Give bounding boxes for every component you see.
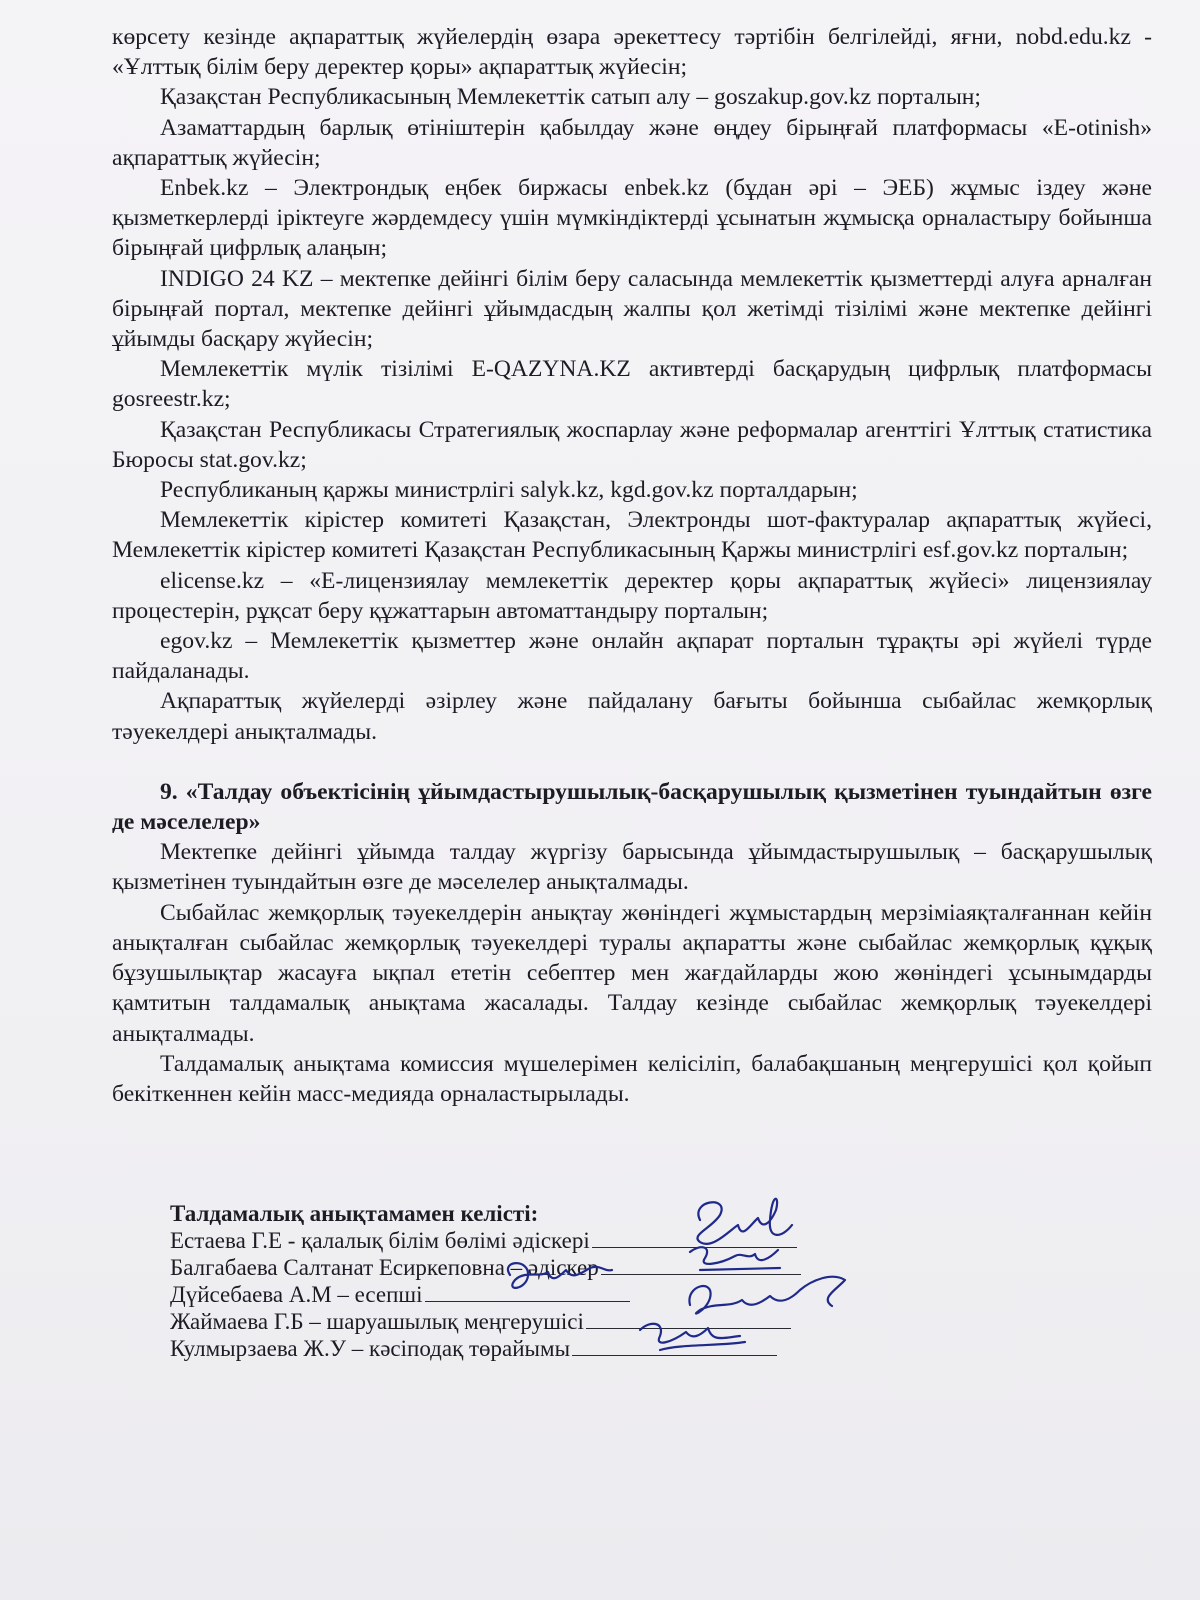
signer-name: Дүйсебаева А.М – есепші — [170, 1282, 423, 1307]
paragraph: көрсету кезінде ақпараттық жүйелердің өзара әрекеттесу тәртібін белгілейді, яғни, nobd.edu.kz - «Ұлттық білім беру деректер қоры» ақпараттық жүйесін; — [112, 24, 1152, 81]
signer-name: Естаева Г.Е - қалалық білім бөлімі әдіскері — [170, 1228, 590, 1253]
signer-row — [170, 1335, 890, 1362]
paragraph: Талдамалық анықтама комиссия мүшелерімен келісіліп, балабақшаның меңгерушісі қол қойып бекіткеннен кейін масс-медияда орналастырылады. — [112, 1050, 1152, 1107]
section-heading: 9. «Талдау объектісінің ұйымдастырушылық-басқарушылық қызметінен туындайтын өзге де мәселелер» — [112, 778, 1152, 836]
paragraph: elicense.kz – «Е-лицензиялау мемлекеттік деректер қоры ақпараттық жүйесі» лицензиялау процестерін, рұқсат беру құжаттарын автоматтандыру порталын; — [112, 567, 1152, 624]
signer-name: Кулмырзаева Ж.У – кәсіподақ төрайымы — [170, 1336, 571, 1361]
signature-line — [601, 1256, 801, 1275]
signature-line — [572, 1337, 777, 1356]
signer-name: Балгабаева Салтанат Есиркеповна – әдіскер — [170, 1255, 599, 1280]
paragraph: Қазақстан Республикасы Стратегиялық жоспарлау және реформалар агенттігі Ұлттық статистика Бюросы stat.gov.kz; — [112, 416, 1152, 473]
signer-row — [170, 1281, 890, 1308]
paragraph: Мектепке дейінгі ұйымда талдау жүргізу барысында ұйымдастырушылық – басқарушылық қызметінен туындайтын өзге де мәселелер анықталмады. — [112, 839, 1152, 896]
paragraph: Республиканың қаржы министрлігі salyk.kz, kgd.gov.kz порталдарын; — [160, 477, 858, 504]
paragraph: Азаматтардың барлық өтініштерін қабылдау және өңдеу бірыңғай платформасы «E-otinish» ақпараттық жүйесін; — [112, 114, 1152, 171]
paragraph: Enbek.kz – Электрондық еңбек биржасы enbek.kz (бұдан әрі – ЭЕБ) жұмыс іздеу және қызметкерлерді іріктеуге жәрдемдесу үшін мүмкіндіктерді ұсынатын жұмысқа орналастыру бойынша бірыңғай цифрлық алаңын; — [112, 175, 1152, 262]
signature-line — [586, 1310, 791, 1329]
paragraph: Қазақстан Республикасының Мемлекеттік сатып алу – goszakup.gov.kz порталын; — [160, 84, 981, 111]
approval-title: Талдамалық анықтамамен келісті: — [170, 1201, 539, 1226]
approval-block — [170, 1200, 890, 1362]
paragraph: egov.kz – Мемлекеттік қызметтер және онлайн ақпарат порталын тұрақты әрі жүйелі түрде пайдаланады. — [112, 628, 1152, 685]
paragraph: INDIGO 24 KZ – мектепке дейінгі білім беру саласында мемлекеттік қызметтерді алуға арналған бірыңғай портал, мектепке дейінгі ұйымдасдың жалпы қол жетімді тізілімі және мектепке дейінгі ұйымды басқару жүйесін; — [112, 265, 1152, 353]
paragraph: Сыбайлас жемқорлық тәуекелдерін анықтау жөніндегі жұмыстардың мерзіміаяқталғаннан кейін анықталған сыбайлас жемқорлық тәуекелдері туралы ақпаратты және сыбайлас жемқорлық құқық бұзушылықтар жасауға ықпал ететін себептер мен жағдайларды жою жөніндегі ұсынымдарды қамтитын талдамалық анықтама жасалады. Талдау кезінде сыбайлас жемқорлық тәуекелдері анықталмады. — [112, 899, 1152, 1047]
signer-name: Жаймаева Г.Б – шаруашылық меңгерушісі — [170, 1309, 584, 1334]
signer-row — [170, 1254, 890, 1281]
paragraph: Ақпараттық жүйелерді әзірлеу және пайдалану бағыты бойынша сыбайлас жемқорлық тәуекелдері анықталмады. — [112, 688, 1152, 745]
signer-row — [170, 1227, 890, 1254]
signature-line — [592, 1229, 797, 1248]
document-body — [112, 22, 1152, 1109]
signature-line — [425, 1283, 630, 1302]
signer-row — [170, 1308, 890, 1335]
paragraph: Мемлекеттік мүлік тізілімі E-QAZYNA.KZ активтерді басқарудың цифрлық платформасы gosreestr.kz; — [112, 356, 1152, 413]
paragraph: Мемлекеттік кірістер комитеті Қазақстан, Электронды шот-фактуралар ақпараттық жүйесі, Мемлекеттік кірістер комитеті Қазақстан Республикасының Қаржы министрлігі esf.gov.kz порталын; — [112, 507, 1152, 564]
